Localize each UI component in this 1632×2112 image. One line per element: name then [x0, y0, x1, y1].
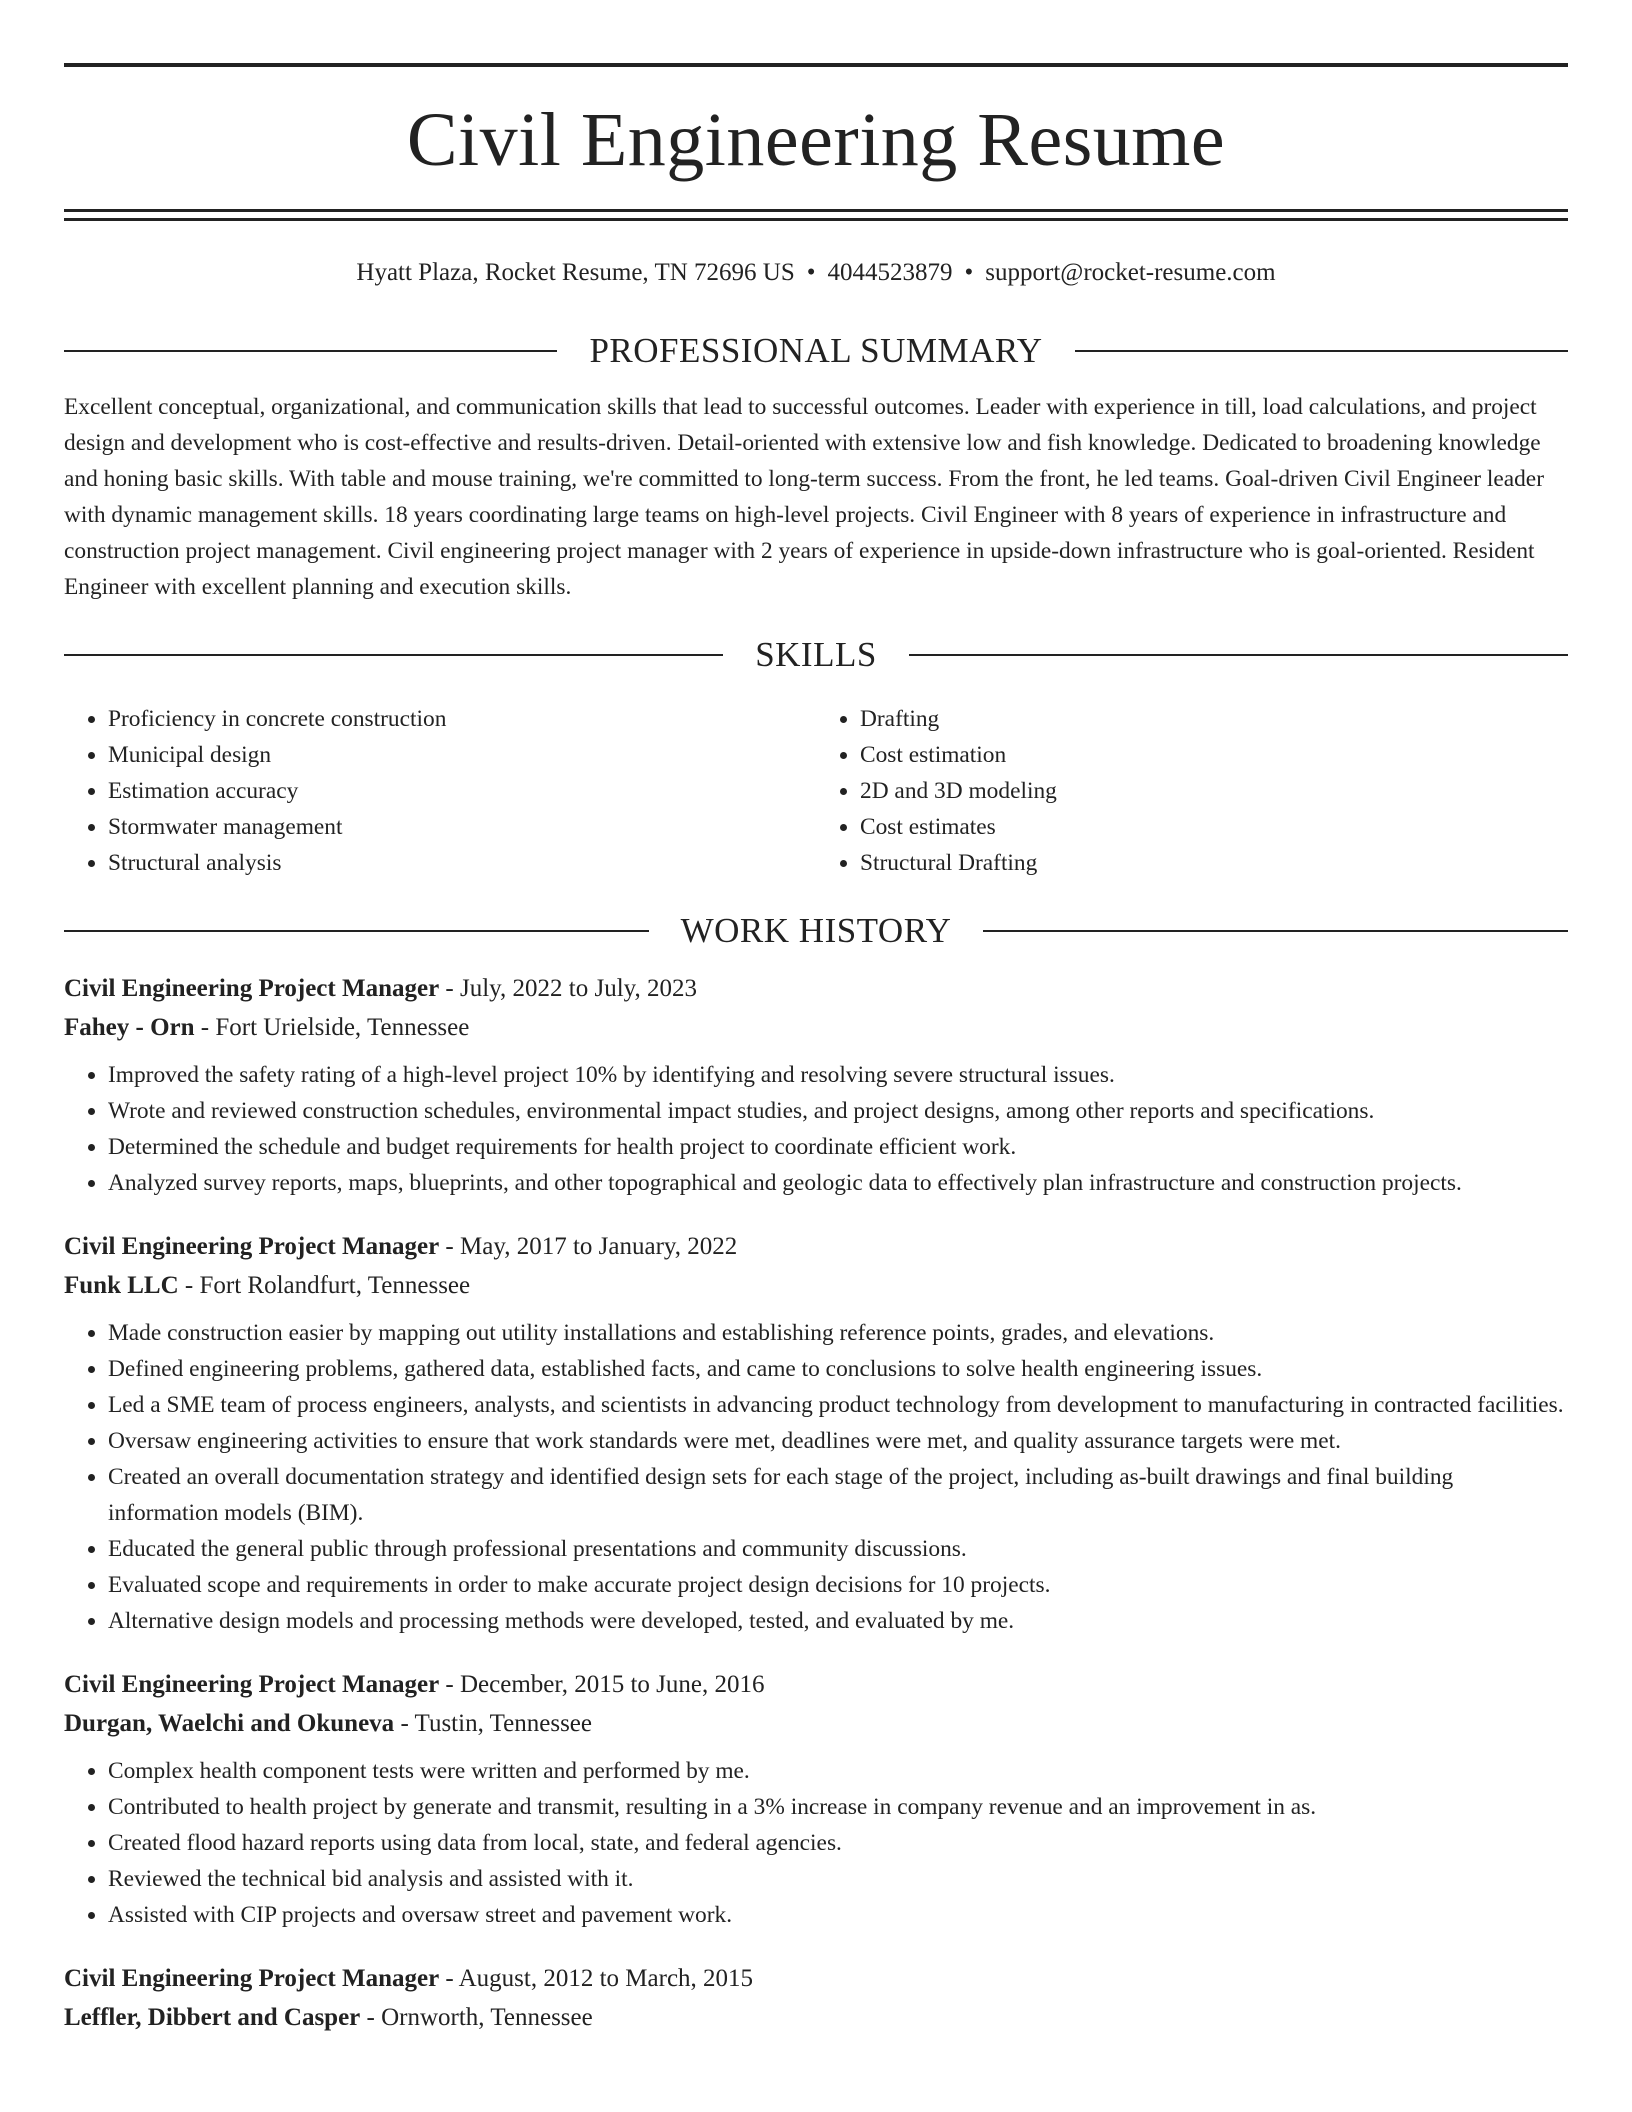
job-title-line — [64, 1227, 1568, 1266]
resume-title: Civil Engineering Resume — [406, 98, 1226, 182]
job-company: Funk LLC — [64, 1272, 179, 1299]
job-entry — [64, 1959, 1568, 2037]
job-bullet: • Educated the general public through professional presentations and community discussions. — [108, 1531, 1568, 1567]
job-bullet: • Analyzed survey reports, maps, blueprints, and other topographical and geologic data to effectively plan infrastructure and construction projects. — [108, 1165, 1568, 1201]
job-bullet: • Made construction easier by mapping out utility installations and establishing reference points, grades, and elevations. — [108, 1315, 1568, 1351]
summary-heading — [64, 331, 1568, 371]
job-bullet: • Complex health component tests were written and performed by me. — [108, 1753, 1568, 1789]
skill-item: • Cost estimates — [860, 809, 1568, 845]
job-bullets — [64, 1753, 1568, 1933]
job-dates: - July, 2022 to July, 2023 — [439, 975, 698, 1002]
work-heading-label: WORK HISTORY — [680, 911, 952, 950]
job-title: Civil Engineering Project Manager — [64, 975, 440, 1002]
job-company: Leffler, Dibbert and Casper — [64, 2004, 361, 2031]
skill-item: • 2D and 3D modeling — [860, 773, 1568, 809]
top-rule — [64, 63, 1568, 67]
skill-item: • Stormwater management — [108, 809, 816, 845]
job-dates: - May, 2017 to January, 2022 — [439, 1233, 738, 1260]
job-bullet: • Reviewed the technical bid analysis and assisted with it. — [108, 1861, 1568, 1897]
job-company-line — [64, 1998, 1568, 2037]
job-title: Civil Engineering Project Manager — [64, 1965, 440, 1992]
heading-rule — [64, 654, 723, 656]
skills-heading-label: SKILLS — [755, 635, 877, 674]
job-location: - Ornworth, Tennessee — [360, 2004, 593, 2031]
job-location: - Tustin, Tennessee — [394, 1710, 592, 1737]
job-dates: - December, 2015 to June, 2016 — [439, 1671, 765, 1698]
summary-text: Excellent conceptual, organizational, and communication skills that lead to successful outcomes. Leader with experience in till, load calculations, and project design and development who is cost-effective and results-driven. Detail-oriented with extensive low and fish knowledge. Dedicated to broadening knowledge and honing basic skills. With table and mouse training, we're committed to long-term success. From the front, he led teams. Goal-driven Civil Engineer leader with dynamic management skills. 18 years coordinating large teams on high-level projects. Civil Engineer with 8 years of experience in infrastructure and construction project management. Civil engineering project manager with 2 years of experience in upside-down infrastructure who is goal-oriented. Resident Engineer with excellent planning and execution skills. — [64, 394, 1544, 600]
skill-item: • Estimation accuracy — [108, 773, 816, 809]
job-title: Civil Engineering Project Manager — [64, 1671, 440, 1698]
job-bullet: • Defined engineering problems, gathered data, established facts, and came to conclusions to solve health engineering issues. — [108, 1351, 1568, 1387]
heading-rule — [64, 930, 649, 932]
job-dates: - August, 2012 to March, 2015 — [439, 1965, 754, 1992]
job-entry — [64, 1665, 1568, 1933]
job-bullet: • Contributed to health project by generate and transmit, resulting in a 3% increase in company revenue and an improvement in as. — [108, 1789, 1568, 1825]
title-rule-upper — [64, 209, 1568, 212]
job-bullet: • Determined the schedule and budget requirements for health project to coordinate efficient work. — [108, 1129, 1568, 1165]
contact-email: support@rocket-resume.com — [985, 259, 1276, 286]
job-bullets — [64, 1315, 1568, 1639]
work-heading — [64, 911, 1568, 951]
skill-item: • Structural analysis — [108, 845, 816, 881]
skill-item: • Municipal design — [108, 737, 816, 773]
job-company: Durgan, Waelchi and Okuneva — [64, 1710, 395, 1737]
job-bullet: • Created an overall documentation strategy and identified design sets for each stage of the project, including as-built drawings and final building information models (BIM). — [108, 1459, 1568, 1531]
job-title-line — [64, 969, 1568, 1008]
skills-heading — [64, 635, 1568, 675]
job-bullet: • Oversaw engineering activities to ensure that work standards were met, deadlines were met, and quality assurance targets were met. — [108, 1423, 1568, 1459]
job-bullet: • Improved the safety rating of a high-level project 10% by identifying and resolving severe structural issues. — [108, 1057, 1568, 1093]
job-company-line — [64, 1008, 1568, 1047]
skill-item: • Cost estimation — [860, 737, 1568, 773]
resume-page — [64, 0, 1568, 2037]
skill-item: • Drafting — [860, 701, 1568, 737]
job-bullet: • Assisted with CIP projects and oversaw street and pavement work. — [108, 1897, 1568, 1933]
job-title-line — [64, 1959, 1568, 1998]
heading-rule — [909, 654, 1568, 656]
contact-separator: • — [964, 259, 974, 286]
skills-column-right — [816, 701, 1568, 881]
skills-list — [64, 701, 1568, 881]
contact-line — [64, 257, 1568, 289]
job-company-line — [64, 1704, 1568, 1743]
job-entry — [64, 969, 1568, 1201]
job-bullet: • Wrote and reviewed construction schedules, environmental impact studies, and project designs, among other reports and specifications. — [108, 1093, 1568, 1129]
heading-rule — [1075, 350, 1568, 352]
job-entry — [64, 1227, 1568, 1639]
summary-heading-label: PROFESSIONAL SUMMARY — [589, 331, 1043, 370]
job-company-line — [64, 1266, 1568, 1305]
contact-phone: 4044523879 — [827, 259, 953, 286]
skill-item: • Structural Drafting — [860, 845, 1568, 881]
job-bullet: • Created flood hazard reports using data from local, state, and federal agencies. — [108, 1825, 1568, 1861]
contact-separator: • — [806, 259, 816, 286]
job-title-line — [64, 1665, 1568, 1704]
job-company: Fahey - Orn — [64, 1014, 195, 1041]
contact-address: Hyatt Plaza, Rocket Resume, TN 72696 US — [356, 259, 795, 286]
job-bullet: • Evaluated scope and requirements in order to make accurate project design decisions for 10 projects. — [108, 1567, 1568, 1603]
heading-rule — [64, 350, 557, 352]
job-bullet: • Alternative design models and processing methods were developed, tested, and evaluated by me. — [108, 1603, 1568, 1639]
job-title: Civil Engineering Project Manager — [64, 1233, 440, 1260]
skill-item: • Proficiency in concrete construction — [108, 701, 816, 737]
job-bullets — [64, 1057, 1568, 1201]
job-location: - Fort Urielside, Tennessee — [194, 1014, 470, 1041]
title-rule-lower — [64, 218, 1568, 221]
work-history-list — [64, 969, 1568, 2037]
job-location: - Fort Rolandfurt, Tennessee — [178, 1272, 471, 1299]
skills-column-left — [64, 701, 816, 881]
job-bullet: • Led a SME team of process engineers, analysts, and scientists in advancing product technology from development to manufacturing in contracted facilities. — [108, 1387, 1568, 1423]
heading-rule — [983, 930, 1568, 932]
